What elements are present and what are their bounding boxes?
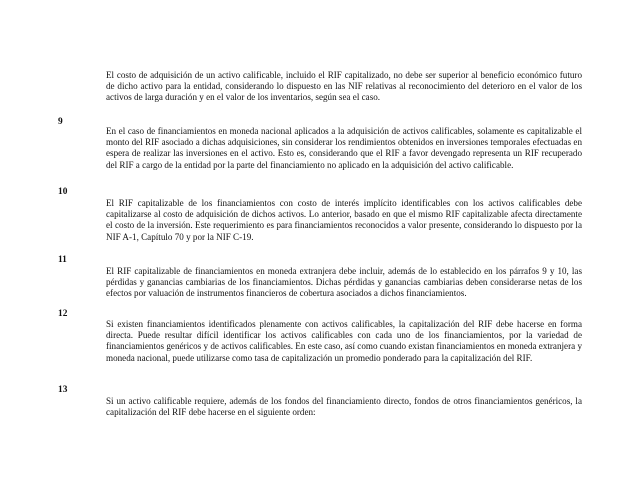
paragraph-13: Si un activo calificable requiere, además de los fondos del financiamiento directo, fondos de otros financiamientos genéricos, la capitalización del RIF debe hacerse en el siguiente orden: <box>106 396 582 418</box>
paragraph-number-11: 11 <box>58 255 67 265</box>
paragraph-10: El RIF capitalizable de los financiamientos con costo de interés implícito identificables con los activos calificables debe capitalizarse al costo de adquisición de dichos activos. Lo anterior, basado en que el mismo RIF capitalizable afecta directamente el costo de la inversión. Este requerimiento es para financiamientos reconocidos a valor presente, considerando lo dispuesto por la NIF A-1, Capítulo 70 y por la NIF C-19. <box>106 198 582 242</box>
paragraph-11: El RIF capitalizable de financiamientos en moneda extranjera debe incluir, además de lo establecido en los párrafos 9 y 10, las pérdidas y ganancias cambiarias de los financiamientos. Dichas pérdidas y ganancias cambiarias deben considerarse netas de los efectos por valuación de instrumentos financieros de cobertura asociados a dichos financiamientos. <box>106 266 582 299</box>
paragraph-9: En el caso de financiamientos en moneda nacional aplicados a la adquisición de activos calificables, solamente es capitalizable el monto del RIF asociado a dichas adquisiciones, sin considerar los rendimientos obtenidos en inversiones temporales efectuadas en espera de realizar las inversiones en el activo. Esto es, considerando que el RIF a favor devengado representa un RIF recuperado del RIF a cargo de la entidad por la parte del financiamiento no aplicado en la adquisición del activo calificable. <box>106 126 582 170</box>
paragraph-8-continuation: El costo de adquisición de un activo calificable, incluido el RIF capitalizado, no debe ser superior al beneficio económico futuro de dicho activo para la entidad, considerando lo dispuesto en las NIF relativas al reconocimiento del deterioro en el valor de los activos de larga duración y en el valor de los inventarios, según sea el caso. <box>106 70 582 103</box>
paragraph-number-10: 10 <box>58 187 68 197</box>
paragraph-12: Si existen financiamientos identificados plenamente con activos calificables, la capitalización del RIF debe hacerse en forma directa. Puede resultar difícil identificar los activos calificables con cada uno de los financiamientos, por la variedad de financiamientos genéricos y de activos calificables. En este caso, así como cuando existan financiamientos en moneda extranjera y moneda nacional, puede utilizarse como tasa de capitalización un promedio ponderado para la capitalización del RIF. <box>106 319 582 363</box>
paragraph-number-13: 13 <box>58 385 68 395</box>
paragraph-number-12: 12 <box>58 309 68 319</box>
paragraph-number-9: 9 <box>58 117 63 127</box>
